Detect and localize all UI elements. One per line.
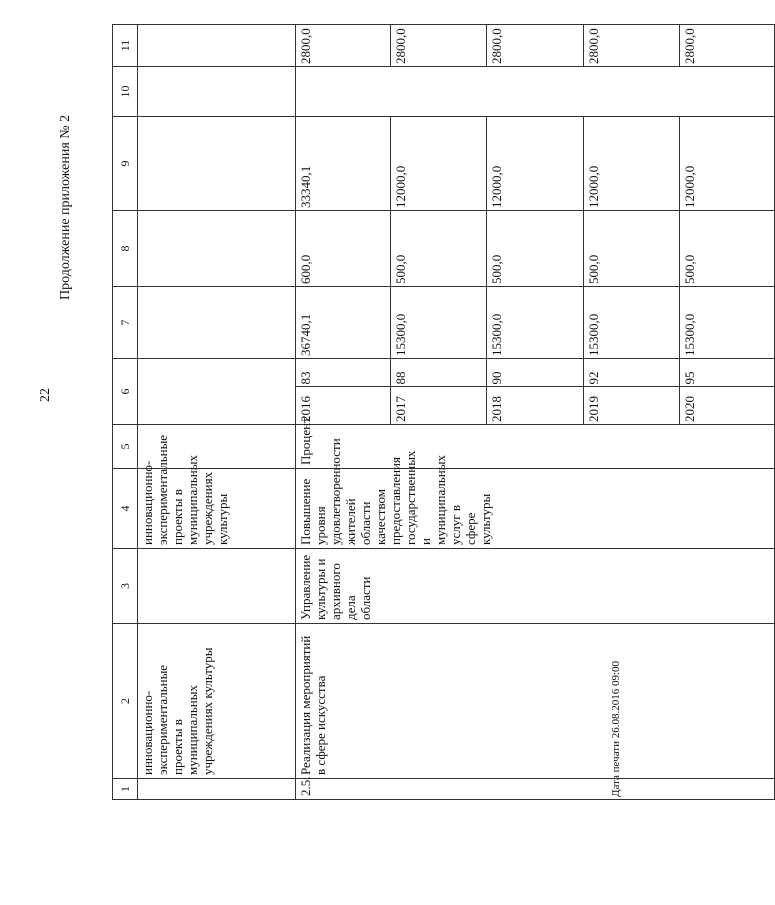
- cell-c1: [138, 779, 296, 800]
- print-date: Дата печати 26.08.2016 09:00: [610, 660, 622, 797]
- header-cell: 6: [113, 359, 138, 425]
- year-2016: 2016: [296, 387, 390, 424]
- value-c6: 95: [682, 371, 698, 385]
- header-cell: 10: [113, 67, 138, 117]
- value-c7: 15300,0: [390, 287, 487, 358]
- value-c6: 83: [296, 359, 390, 387]
- page-number: 22: [38, 388, 53, 402]
- table-row-continued: [138, 25, 296, 800]
- data-table: [112, 24, 775, 800]
- cell-c9: [138, 117, 296, 211]
- header-cell: 7: [113, 287, 138, 359]
- value-c11: 2800,0: [583, 25, 680, 66]
- cell-c6: [138, 359, 296, 425]
- header-cell: 1: [113, 779, 138, 800]
- header-cell: 4: [113, 469, 138, 549]
- header-cell: 2: [113, 624, 138, 779]
- header-cell: 9: [113, 117, 138, 211]
- cell-c10: [138, 67, 296, 117]
- cell-c4: инновационно-экспериментальные проекты в муниципальных учреждениях культуры: [138, 469, 296, 549]
- cell-c2: инновационно-экспериментальные проекты в муниципальных учреждениях культуры: [138, 624, 296, 779]
- cell-c8: [138, 211, 296, 287]
- value-c7: 15300,0: [487, 287, 584, 358]
- value-c11: 2800,0: [390, 25, 487, 66]
- cell-c11: [138, 25, 296, 67]
- c11-values-table: [296, 25, 774, 66]
- value-c9: 12000,0: [487, 117, 584, 210]
- cell-years-values: [296, 359, 775, 425]
- value-c9: 12000,0: [390, 117, 487, 210]
- value-c8: 500,0: [583, 211, 680, 286]
- header-cell: 11: [113, 25, 138, 67]
- value-c11: 2800,0: [296, 25, 390, 66]
- value-c6: 92: [583, 359, 680, 387]
- cell-c7-values: [296, 287, 775, 359]
- value-c8: 500,0: [487, 211, 584, 286]
- cell-event-name: Реализация мероприятий в сфере искусства: [296, 624, 775, 779]
- years-values-table: [296, 359, 774, 424]
- cell-row-number: 2.5.: [296, 779, 775, 800]
- value-c8: 500,0: [682, 254, 698, 284]
- value-c9: 33340,1: [296, 117, 390, 210]
- cell-c11-values: [296, 25, 775, 67]
- cell-c9-values: [296, 117, 775, 211]
- cell-c10: [296, 67, 775, 117]
- value-c8: 500,0: [390, 211, 487, 286]
- appendix-title: Продолжение приложения № 2: [58, 114, 73, 300]
- header-cell: 8: [113, 211, 138, 287]
- cell-c7: [138, 287, 296, 359]
- cell-indicator: Повышение уровня удовлетворенности жителей области качеством предоставления государственных и муниципальных услуг в сфере культуры: [296, 469, 775, 549]
- year-2018: 2018: [487, 387, 584, 424]
- value-c7: 15300,0: [583, 287, 680, 358]
- header-cell: 3: [113, 549, 138, 624]
- value-c7: 15300,0: [682, 313, 698, 356]
- value-c6: 88: [390, 359, 487, 387]
- value-c9: 12000,0: [583, 117, 680, 210]
- c8-values-table: [296, 211, 774, 286]
- cell-unit: Процент: [296, 425, 775, 469]
- value-c7: 36740,1: [296, 287, 390, 358]
- year-2017: 2017: [390, 387, 487, 424]
- cell-c8-values: [296, 211, 775, 287]
- value-c6: 90: [487, 359, 584, 387]
- value-c11: 2800,0: [682, 28, 698, 64]
- value-c8: 600,0: [296, 211, 390, 286]
- c9-values-table: [296, 117, 774, 210]
- header-row: [113, 25, 138, 800]
- value-c9: 12000,0: [682, 165, 698, 208]
- value-c11: 2800,0: [487, 25, 584, 66]
- cell-executor: Управление культуры и архивного дела области: [296, 549, 775, 624]
- year-2020: 2020: [680, 387, 774, 424]
- header-cell: 5: [113, 425, 138, 469]
- year-2019: 2019: [583, 387, 680, 424]
- c7-values-table: [296, 287, 774, 358]
- cell-c3: [138, 549, 296, 624]
- table-row-2-5: [296, 25, 775, 800]
